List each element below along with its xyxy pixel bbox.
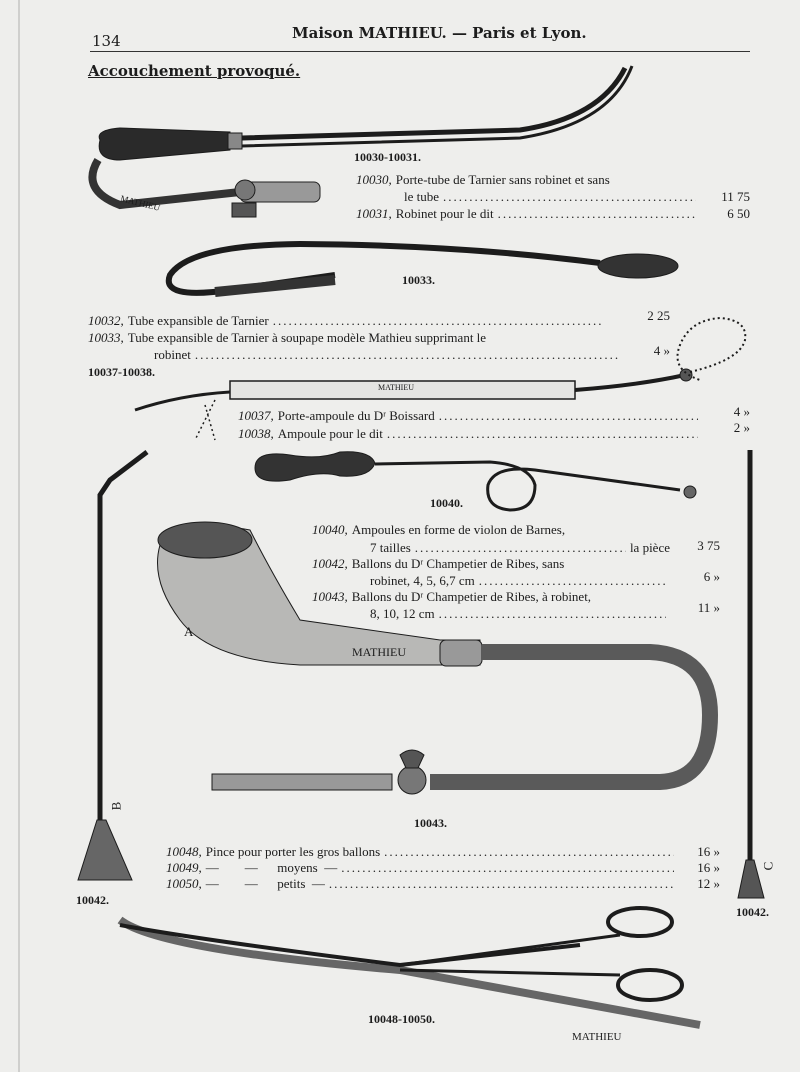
left-ballon-rod-illustration <box>78 452 147 880</box>
item-price: 11 » <box>697 600 720 615</box>
catalog-entry <box>238 408 702 424</box>
item-description: 7 tailles <box>370 540 411 555</box>
catalog-entry-cont <box>370 606 670 622</box>
item-description: le tube <box>404 189 440 204</box>
item-description: 8, 10, 12 cm <box>370 606 435 621</box>
figure-number: 10037-10038. <box>88 365 155 379</box>
item-description: Ampoule pour le dit <box>277 426 383 441</box>
item-price: 6 50 <box>727 206 750 221</box>
item-description: Ballons du Dʳ Champetier de Ribes, sans <box>351 556 565 571</box>
catalog-entry <box>356 172 700 188</box>
catalog-entry <box>312 556 672 572</box>
item-number: 10050, <box>166 876 202 891</box>
catalog-entry <box>356 206 700 222</box>
brand-mark-porte-tube: MATHIEU <box>119 193 162 213</box>
figure-number: 10033. <box>402 273 435 287</box>
item-description: Ballons du Dʳ Champetier de Ribes, à robinet, <box>351 589 592 604</box>
item-number: 10040, <box>312 522 348 537</box>
item-price: 16 » <box>697 860 720 875</box>
item-description: robinet <box>154 347 191 362</box>
item-number: 10038, <box>238 426 274 441</box>
section-title: Accouchement provoqué. <box>88 62 301 80</box>
catalog-entry <box>312 589 672 605</box>
figure-number: 10043. <box>414 816 447 830</box>
item-description: Porte-ampoule du Dʳ Boissard <box>277 408 435 423</box>
pince-illustration <box>120 908 700 1025</box>
item-description: Robinet pour le dit <box>395 206 494 221</box>
label-c: C <box>760 861 776 871</box>
catalog-entry-cont <box>154 347 624 363</box>
label-a: A <box>184 624 194 639</box>
catalog-entry <box>166 876 678 892</box>
item-number: 10048, <box>166 844 202 859</box>
figure-number: 10042. <box>736 905 769 919</box>
item-description: Tube expansible de Tarnier <box>127 313 269 328</box>
running-header: Maison MATHIEU. — Paris et Lyon. <box>292 24 587 42</box>
item-price: 3 75 <box>697 538 720 553</box>
catalog-entry-cont <box>370 573 670 589</box>
item-number: 10042, <box>312 556 348 571</box>
item-price: 2 25 <box>647 308 670 323</box>
item-price: 11 75 <box>721 189 750 204</box>
item-number: 10032, <box>88 313 124 328</box>
item-price: 6 » <box>703 569 720 584</box>
catalog-entry-cont <box>370 540 670 556</box>
catalog-entry <box>88 313 608 329</box>
brand-mark-porte-ampoule: MATHIEU <box>378 383 414 392</box>
figure-number: 10040. <box>430 496 463 510</box>
catalog-entry <box>312 522 672 538</box>
item-price: 2 » <box>733 420 750 435</box>
label-b: B <box>108 801 124 811</box>
item-number: 10043, <box>312 589 348 604</box>
right-ballon-rod-illustration <box>738 450 764 898</box>
item-description: — — moyens — <box>205 860 338 875</box>
catalog-entry <box>238 426 702 442</box>
catalog-entry <box>88 330 628 346</box>
item-description: Ampoules en forme de violon de Barnes, <box>351 522 566 537</box>
page-number: 134 <box>92 32 121 50</box>
item-number: 10033, <box>88 330 124 345</box>
item-number: 10030, <box>356 172 392 187</box>
item-description: robinet, 4, 5, 6,7 cm <box>370 573 475 588</box>
item-description: Pince pour porter les gros ballons <box>205 844 381 859</box>
brand-mark-horn: MATHIEU <box>352 645 406 659</box>
catalog-entry <box>166 844 678 860</box>
catalog-entry <box>166 860 678 876</box>
violon-ampoule-illustration <box>255 452 696 510</box>
item-price: 12 » <box>697 876 720 891</box>
item-description: Porte-tube de Tarnier sans robinet et sans <box>395 172 610 187</box>
figure-number: 10048-10050. <box>368 1012 435 1026</box>
item-price: 16 » <box>697 844 720 859</box>
item-price: 4 » <box>653 343 670 358</box>
item-unit: la pièce <box>629 540 670 555</box>
item-price: 4 » <box>733 404 750 419</box>
figure-number: 10042. <box>76 893 109 907</box>
brand-mark-pince: MATHIEU <box>572 1031 622 1043</box>
item-description: — — petits — <box>205 876 325 891</box>
item-number: 10031, <box>356 206 392 221</box>
item-number: 10049, <box>166 860 202 875</box>
figure-number: 10030-10031. <box>354 150 421 164</box>
catalog-entry-cont <box>404 189 700 205</box>
item-description: Tube expansible de Tarnier à soupape modèle Mathieu supprimant le <box>127 330 487 345</box>
item-number: 10037, <box>238 408 274 423</box>
